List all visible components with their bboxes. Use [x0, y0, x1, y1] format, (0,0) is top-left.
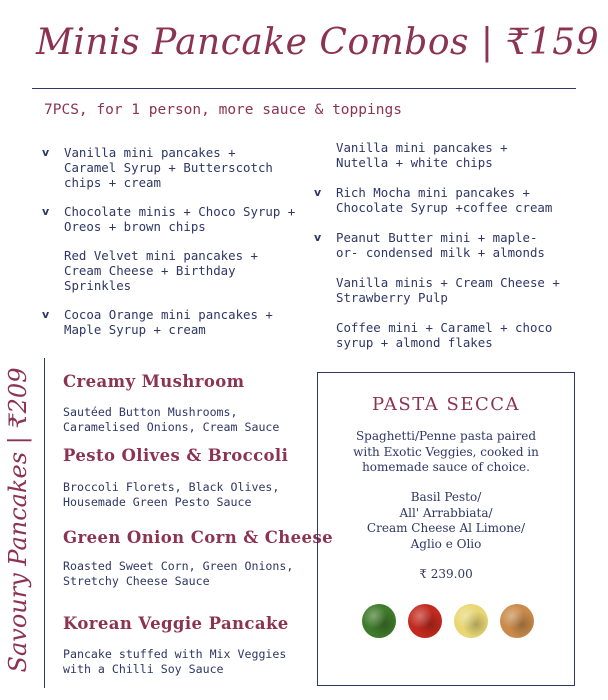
combo-line: Chocolate Syrup +coffee cream: [336, 200, 553, 215]
dish-desc-line: Pancake stuffed with Mix Veggies: [63, 647, 287, 661]
check-mark: v: [42, 205, 50, 218]
combo-line: Cream Cheese + Birthday: [64, 263, 236, 278]
savoury-divider: [44, 358, 45, 688]
combo-item: [64, 204, 295, 234]
arrabbiata-sauce-image: [408, 604, 442, 638]
combo-line: Chocolate minis + Choco Syrup +: [64, 204, 296, 219]
pasta-description: [317, 429, 575, 476]
dish-desc-line: Housemade Green Pesto Sauce: [63, 495, 252, 509]
dish-title: Creamy Mushroom: [63, 372, 245, 391]
dish-title: Green Onion Corn & Cheese: [63, 528, 334, 547]
check-mark: v: [42, 146, 50, 159]
combo-line: Caramel Syrup + Butterscotch: [64, 160, 273, 175]
pasta-desc-line: Spaghetti/Penne pasta paired: [355, 429, 537, 443]
limone-sauce-image: [454, 604, 488, 638]
sauce-option: All' Arrabbiata/: [399, 505, 493, 520]
dish-description: [63, 405, 279, 435]
dish-desc-line: Roasted Sweet Corn, Green Onions,: [63, 559, 294, 573]
dish-description: [63, 480, 279, 510]
pasta-price: ₹ 239.00: [419, 567, 473, 581]
sauce-option: Aglio e Olio: [410, 536, 482, 551]
combo-line: Cocoa Orange mini pancakes +: [64, 307, 273, 322]
combo-item: [336, 320, 552, 350]
combo-line: Coffee mini + Caramel + choco: [336, 320, 553, 335]
dish-title: Pesto Olives & Broccoli: [63, 446, 289, 465]
combo-line: Maple Syrup + cream: [64, 322, 206, 337]
combo-item: [336, 230, 545, 260]
pasta-title: PASTA SECCA: [371, 394, 521, 415]
savoury-side-heading-wrap: [2, 360, 34, 680]
check-mark: v: [314, 186, 322, 199]
dish-desc-line: Broccoli Florets, Black Olives,: [63, 480, 280, 494]
dish-desc-line: Sautéed Button Mushrooms,: [63, 405, 238, 419]
combo-item: [64, 248, 258, 293]
title-divider: [32, 88, 576, 89]
combo-line: Vanilla minis + Cream Cheese +: [336, 275, 560, 290]
check-mark: v: [42, 308, 50, 321]
combo-line: chips + cream: [64, 175, 161, 190]
savoury-side-heading: Savoury Pancakes | ₹209: [4, 367, 32, 673]
sauce-option: Basil Pesto/: [410, 490, 482, 504]
dish-title: Korean Veggie Pancake: [63, 614, 289, 633]
menu-title: Minis Pancake Combos | ₹159: [36, 22, 600, 63]
combo-line: Vanilla mini pancakes +: [64, 145, 236, 160]
combo-line: Red Velvet mini pancakes +: [64, 248, 258, 263]
sauce-option: Cream Cheese Al Limone/: [366, 521, 526, 535]
combo-line: Vanilla mini pancakes +: [336, 140, 508, 155]
combo-line: Peanut Butter mini + maple-: [336, 230, 538, 245]
pasta-desc-line: homemade sauce of choice.: [362, 460, 530, 474]
dish-description: [63, 647, 286, 677]
dish-desc-line: with a Chilli Soy Sauce: [63, 662, 224, 676]
combo-line: Nutella + white chips: [336, 155, 493, 170]
combo-item: [336, 275, 560, 305]
pasta-desc-line: with Exotic Veggies, cooked in: [353, 444, 539, 459]
combo-line: syrup + almond flakes: [336, 335, 493, 350]
combo-item: [336, 185, 552, 215]
aglio-olio-image: [500, 604, 534, 638]
dish-desc-line: Stretchy Cheese Sauce: [63, 574, 210, 588]
combo-line: Sprinkles: [64, 278, 132, 293]
combo-line: Oreos + brown chips: [64, 219, 206, 234]
combo-item: [64, 307, 273, 337]
dish-description: [63, 559, 293, 589]
check-mark: v: [314, 231, 322, 244]
pesto-sauce-image: [362, 604, 396, 638]
pasta-sauce-list: [317, 490, 575, 552]
combo-subtitle: 7PCS, for 1 person, more sauce & toppings: [44, 102, 402, 118]
combo-item: [336, 140, 508, 170]
dish-desc-line: Caramelised Onions, Cream Sauce: [63, 420, 280, 434]
combo-item: [64, 145, 273, 190]
combo-line: Strawberry Pulp: [336, 290, 448, 305]
combo-line: or- condensed milk + almonds: [336, 245, 545, 260]
combo-line: Rich Mocha mini pancakes +: [336, 185, 530, 200]
